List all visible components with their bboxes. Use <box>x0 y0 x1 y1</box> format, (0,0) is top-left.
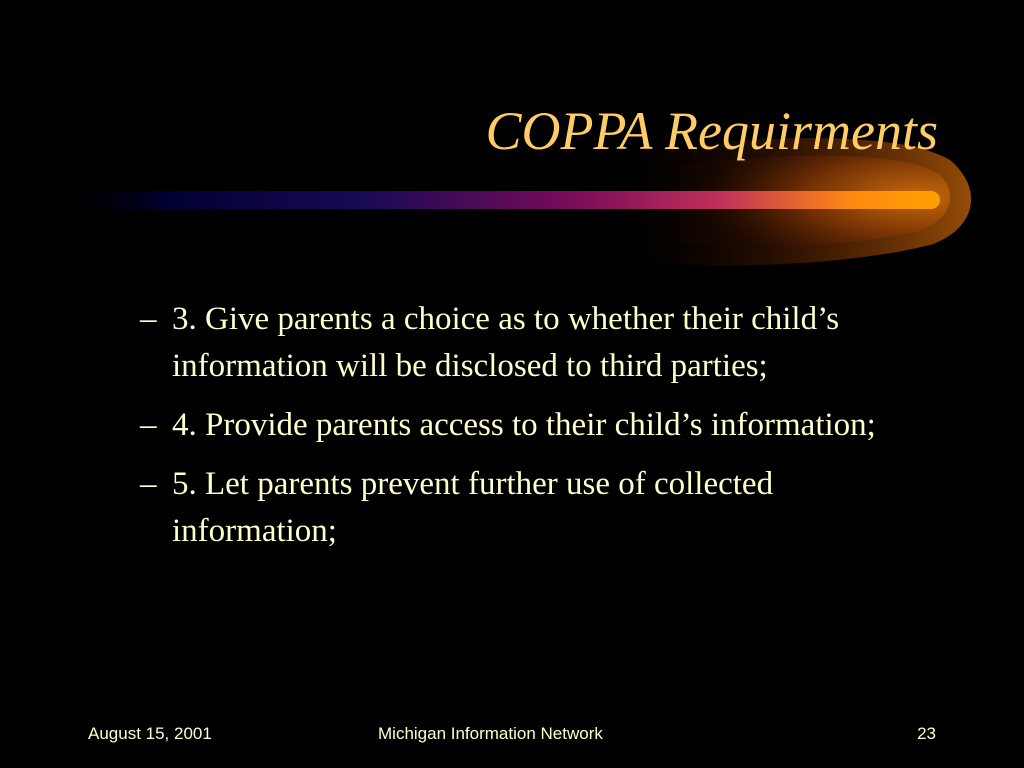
bullet-text: 5. Let parents prevent further use of collected information; <box>172 466 774 549</box>
footer-date: August 15, 2001 <box>88 724 212 743</box>
bullet-item <box>140 402 910 449</box>
bullet-marker: – <box>140 301 157 337</box>
footer-page-number: 23 <box>917 724 936 743</box>
bullet-list <box>140 296 910 567</box>
footer-organization: Michigan Information Network <box>378 724 603 743</box>
bullet-item <box>140 296 910 390</box>
bullet-marker: – <box>140 407 157 443</box>
slide-title: COPPA Requirments <box>485 101 938 161</box>
gradient-bar <box>60 191 940 209</box>
bullet-marker: – <box>140 466 157 502</box>
bullet-text: 4. Provide parents access to their child’s information; <box>172 407 876 443</box>
bullet-item <box>140 461 910 555</box>
bullet-text: 3. Give parents a choice as to whether their child’s information will be disclosed to third parties; <box>172 301 840 384</box>
